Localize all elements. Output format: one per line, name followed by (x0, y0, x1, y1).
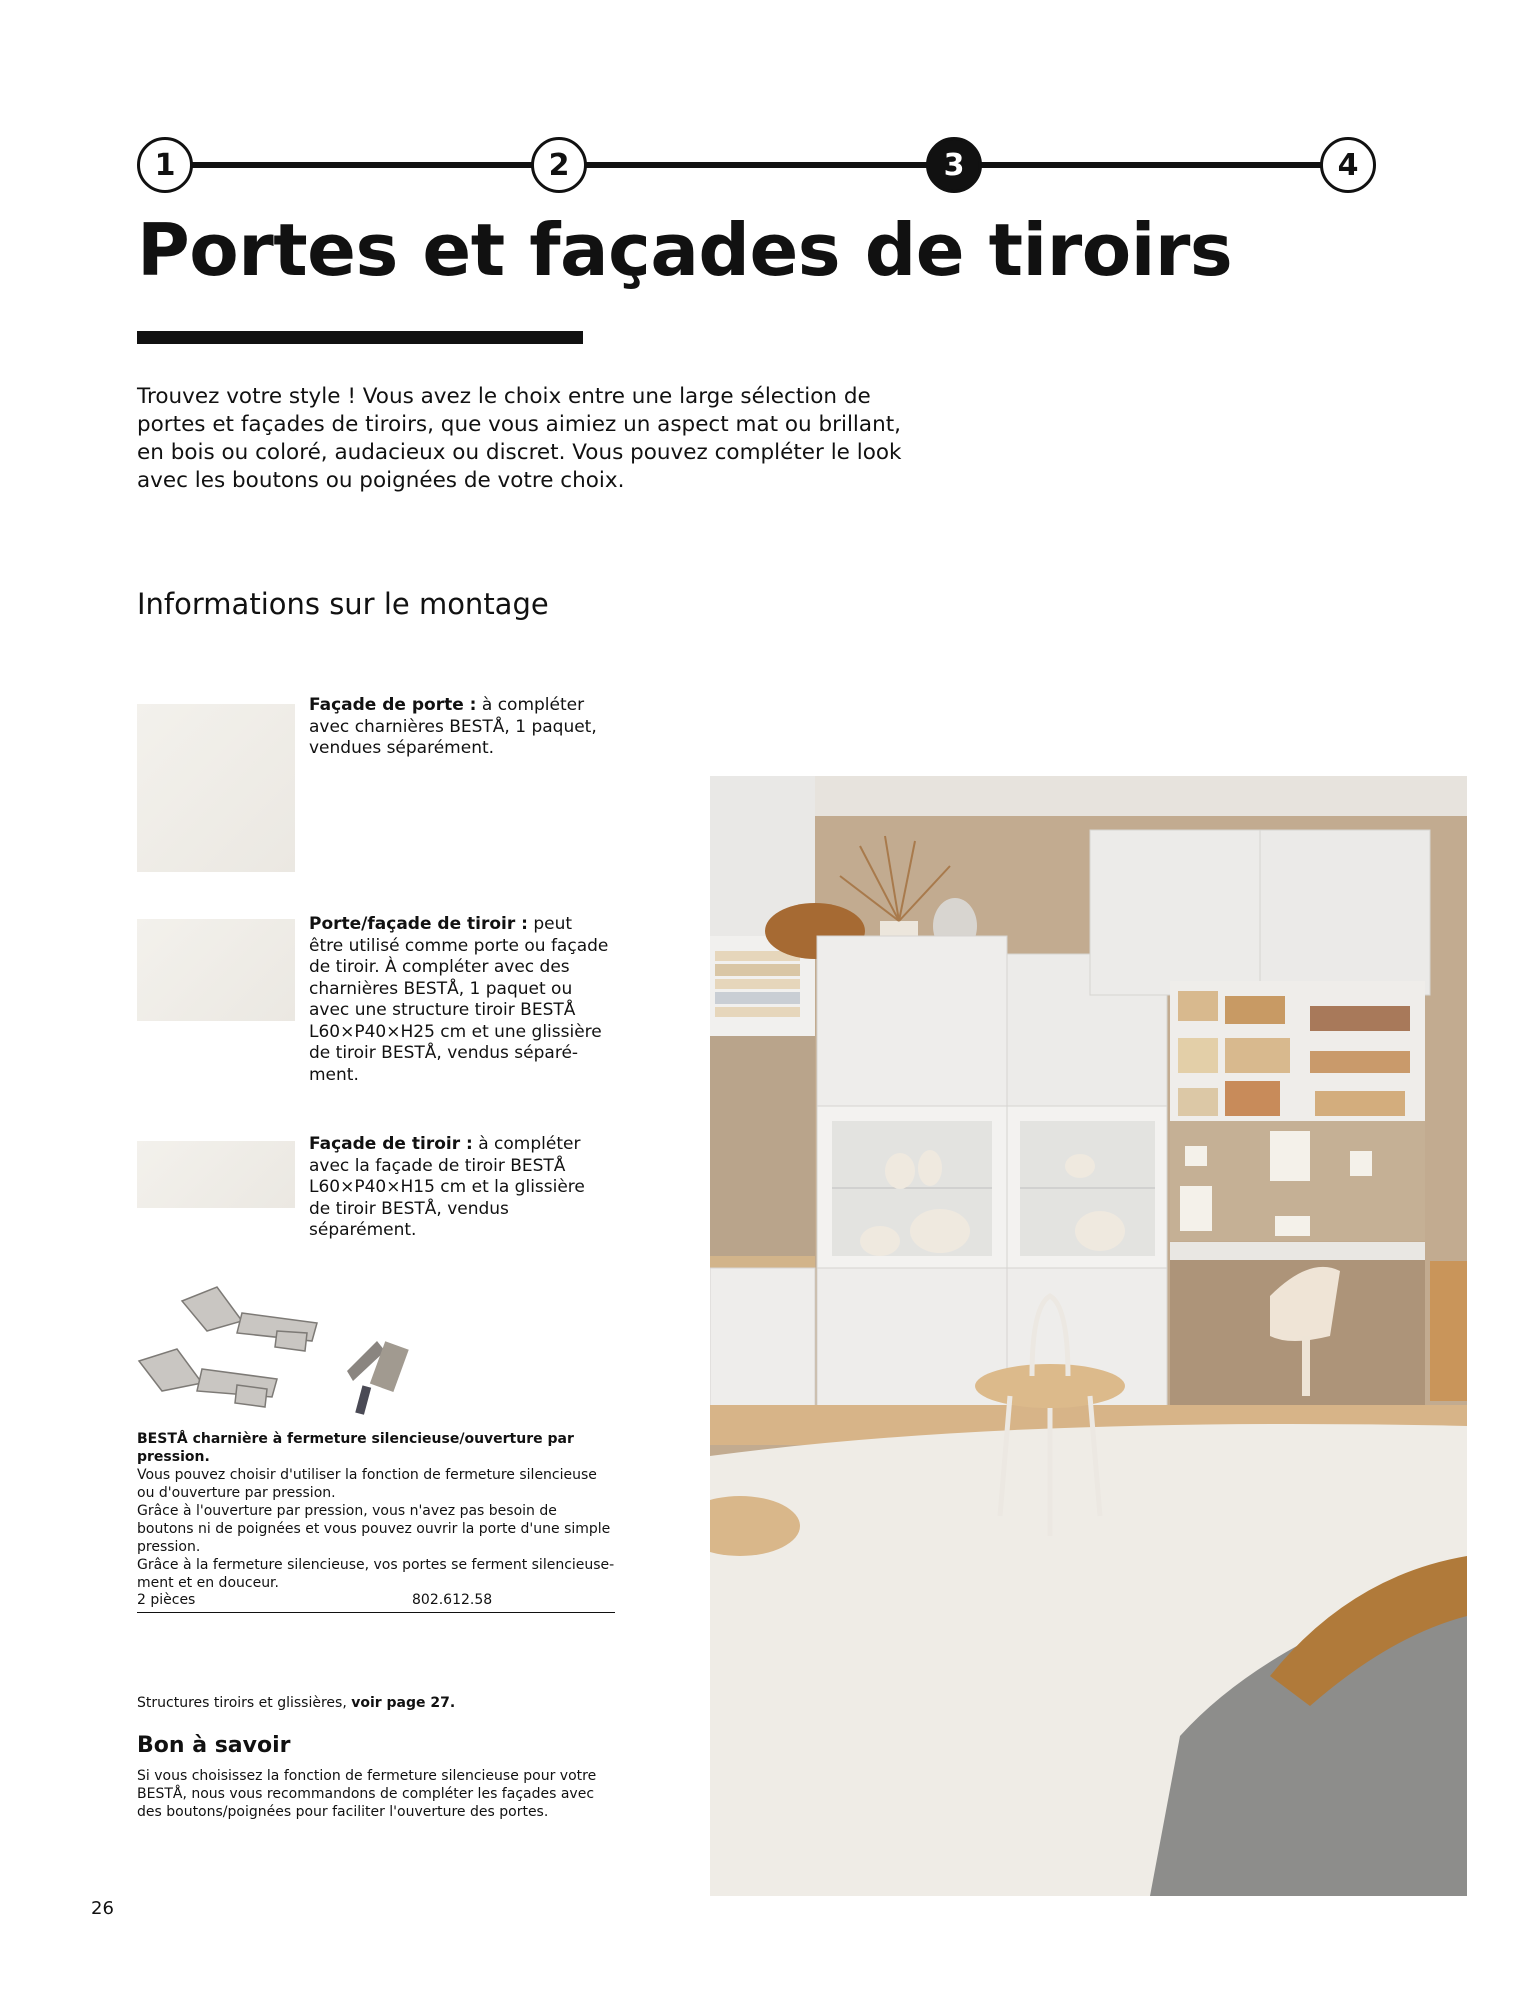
drawer-front-image (137, 1141, 295, 1208)
hinge-product-image (137, 1281, 437, 1421)
item-label: Façade de porte : (309, 695, 477, 715)
article-number: 802.612.58 (412, 1592, 493, 1608)
item-text: peut être utilisé comme porte ou façade de tiroir. À compléter avec des charnières BESTÅ, 1 paquet ou avec une structure tiroir BESTÅ L60×P40×H25 cm et une glissière de tiroir BESTÅ, vendus séparément. (309, 914, 609, 1085)
product-title: BESTÅ charnière à fermeture silencieuse/ouverture par pression. (137, 1431, 574, 1465)
page-title: Portes et façades de tiroirs (137, 208, 1233, 292)
see-also-text: Structures tiroirs et glissières, (137, 1695, 352, 1711)
product-line: Grâce à l'ouverture par pression, vous n'avez pas besoin de boutons ni de poignées et vous pouvez ouvrir la porte d'une simple pression. (137, 1503, 611, 1555)
product-line: Vous pouvez choisir d'utiliser la fonction de fermeture silencieuse ou d'ouverture par pression. (137, 1467, 597, 1501)
step-2: 2 (531, 137, 587, 193)
step-1: 1 (137, 137, 193, 193)
stepper-line (165, 162, 1349, 168)
product-line: Grâce à la fermeture silencieuse, vos portes se ferment silencieusement et en douceur. (137, 1557, 615, 1591)
item-text: à compléter avec charnières BESTÅ, 1 paquet, vendues séparément. (309, 695, 597, 758)
room-photo (710, 776, 1467, 1896)
section-title: Informations sur le montage (137, 587, 549, 621)
intro-text: Trouvez votre style ! Vous avez le choix entre une large sélection de portes et façades de tiroirs, que vous aimiez un aspect mat ou brillant, en bois ou coloré, audacieux ou discret. Vous pouvez compléter le look avec les boutons ou poignées de votre choix. (137, 384, 902, 493)
item-label: Porte/façade de tiroir : (309, 914, 528, 934)
product-quantity: 2 pièces (137, 1592, 196, 1608)
step-4: 4 (1320, 137, 1376, 193)
see-also (137, 1695, 455, 1711)
door-front-image (137, 704, 295, 872)
tip-title: Bon à savoir (137, 1733, 291, 1758)
item-door-drawer-front (309, 914, 609, 1086)
title-underline (137, 331, 583, 344)
progress-stepper (137, 137, 1377, 193)
step-3-active: 3 (926, 137, 982, 193)
item-drawer-front (309, 1134, 609, 1242)
item-door-front (309, 695, 609, 760)
item-label: Façade de tiroir : (309, 1134, 473, 1154)
door-drawer-front-image (137, 919, 295, 1021)
see-also-link[interactable]: voir page 27. (351, 1695, 456, 1711)
item-text: à compléter avec la façade de tiroir BESTÅ L60×P40×H15 cm et la glissière de tiroir BESTÅ, vendus séparément. (309, 1134, 585, 1240)
page-number: 26 (91, 1898, 114, 1919)
product-row (137, 1590, 615, 1613)
hinge-product-info (137, 1430, 615, 1592)
tip-text: Si vous choisissez la fonction de fermeture silencieuse pour votre BESTÅ, nous vous recommandons de compléter les façades avec des boutons/poignées pour faciliter l'ouverture des portes. (137, 1768, 597, 1820)
